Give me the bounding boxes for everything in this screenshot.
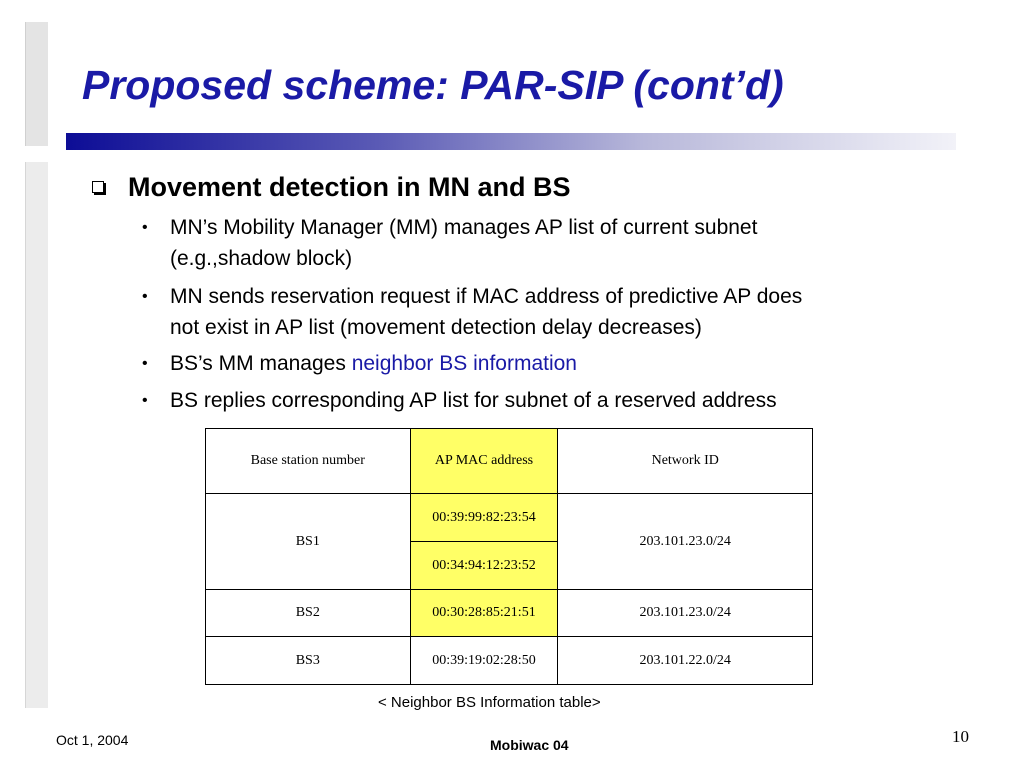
bullet-dot-icon: • [142, 355, 148, 372]
neighbor-bs-info-highlight: neighbor BS information [351, 352, 577, 375]
bullet-dot-icon: • [142, 288, 148, 305]
bullet-dot-icon: • [142, 219, 148, 236]
bullet-dot-icon: • [142, 392, 148, 409]
sub-bullet-2-line-1: MN sends reservation request if MAC address of predictive AP does [170, 285, 803, 308]
cell-bs2-name: BS2 [206, 590, 411, 637]
table-row [206, 494, 813, 542]
cell-bs3-mac: 00:39:19:02:28:50 [410, 637, 558, 685]
table-header-row [206, 429, 813, 494]
decorative-side-bar-bottom [25, 162, 48, 708]
header-ap-mac-address: AP MAC address [410, 429, 558, 494]
footer-conference: Mobiwac 04 [490, 737, 569, 753]
sub-bullet-4-text: BS replies corresponding AP list for subnet of a reserved address [170, 389, 777, 412]
cell-bs2-network: 203.101.23.0/24 [558, 590, 813, 637]
cell-bs1-network: 203.101.23.0/24 [558, 494, 813, 590]
sub-bullet-3-plain: BS’s MM manages [170, 352, 352, 375]
cell-bs2-mac: 00:30:28:85:21:51 [410, 590, 558, 637]
sub-bullet-1-line-1: MN’s Mobility Manager (MM) manages AP list of current subnet [170, 216, 758, 239]
square-bullet-icon [92, 181, 104, 193]
neighbor-bs-table [205, 428, 813, 685]
table-caption: < Neighbor BS Information table> [378, 694, 601, 711]
title-gradient-rule [66, 133, 956, 150]
cell-bs1-name: BS1 [206, 494, 411, 590]
header-network-id: Network ID [558, 429, 813, 494]
cell-bs3-network: 203.101.22.0/24 [558, 637, 813, 685]
section-heading: Movement detection in MN and BS [128, 172, 571, 202]
cell-bs1-mac-1: 00:39:99:82:23:54 [410, 494, 558, 542]
table-row [206, 590, 813, 637]
footer-date: Oct 1, 2004 [56, 732, 129, 748]
sub-bullet-1-line-2: (e.g.,shadow block) [170, 247, 353, 270]
sub-bullet-2-line-2: not exist in AP list (movement detection delay decreases) [170, 316, 702, 339]
page-number: 10 [952, 727, 969, 746]
decorative-side-bar-top [25, 22, 48, 146]
slide-title: Proposed scheme: PAR-SIP (cont’d) [82, 62, 784, 108]
cell-bs3-name: BS3 [206, 637, 411, 685]
cell-bs1-mac-2: 00:34:94:12:23:52 [410, 542, 558, 590]
sub-bullet-3-text [170, 348, 577, 379]
table-row [206, 637, 813, 685]
header-base-station-number: Base station number [206, 429, 411, 494]
